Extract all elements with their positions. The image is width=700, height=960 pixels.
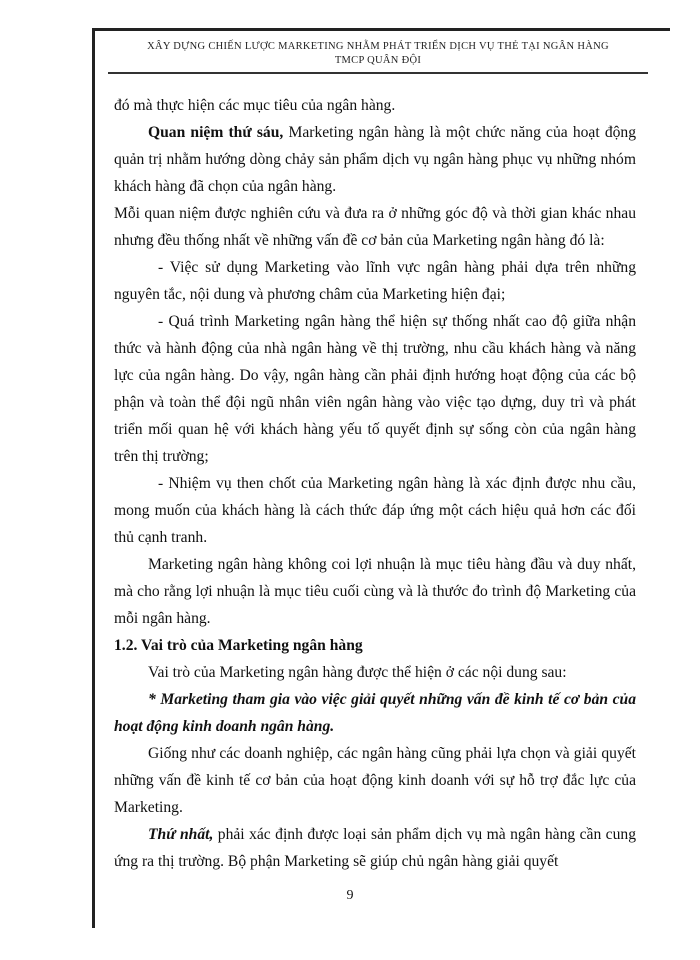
paragraph-role-intro: Vai trò của Marketing ngân hàng được thể hiện ở các nội dung sau: xyxy=(148,664,567,681)
running-header xyxy=(108,40,648,68)
page-number: 9 xyxy=(346,888,354,903)
text-sixth-concept: Marketing ngân hàng là một chức năng của hoạt động quản trị nhằm hướng dòng chảy sản phẩm dịch vụ ngân hàng phục vụ những nhóm khách hàng đã chọn của ngân hàng. xyxy=(114,124,637,195)
header-line-2: TMCP QUÂN ĐỘI xyxy=(334,55,422,66)
paragraph-first xyxy=(114,821,636,875)
header-line-1: XÂY DỰNG CHIẾN LƯỢC MARKETING NHẰM PHÁT TRIỂN DỊCH VỤ THẺ TẠI NGÂN HÀNG xyxy=(147,41,609,52)
section-heading: 1.2. Vai trò của Marketing ngân hàng xyxy=(114,637,363,654)
header-rule xyxy=(108,72,648,74)
bullet-modern-marketing: - Việc sử dụng Marketing vào lĩnh vực ngân hàng phải dựa trên những nguyên tắc, nội dung và phương châm của Marketing hiện đại; xyxy=(114,259,636,303)
text-first: phải xác định được loại sản phẩm dịch vụ mà ngân hàng cần cung ứng ra thị trường. Bộ phận Marketing sẽ giúp chủ ngân hàng giải quyết xyxy=(114,826,636,870)
document-body xyxy=(114,92,636,875)
paragraph-continuation: đó mà thực hiện các mục tiêu của ngân hàng. xyxy=(114,97,396,114)
paragraph-like-enterprises: Giống như các doanh nghiệp, các ngân hàng cũng phải lựa chọn và giải quyết những vấn đề kinh tế cơ bản của hoạt động kinh doanh với sự hỗ trợ đắc lực của Marketing. xyxy=(114,745,636,816)
paragraph-sixth-concept xyxy=(114,119,636,200)
bullet-marketing-process: - Quá trình Marketing ngân hàng thể hiện sự thống nhất cao độ giữa nhận thức và hành động của nhà ngân hàng về thị trường, nhu cầu khách hàng và năng lực của ngân hàng. Do vậy, ngân hàng cần phải định hướng hoạt động của các bộ phận và toàn thể đội ngũ nhân viên ngân hàng vào việc tạo dựng, duy trì và phát triển mối quan hệ với khách hàng yếu tố quyết định sự sống còn của ngân hàng trên thị trường; xyxy=(114,313,636,465)
paragraph-summary: Mỗi quan niệm được nghiên cứu và đưa ra ở những góc độ và thời gian khác nhau nhưng đều thống nhất về những vấn đề cơ bản của Marketing ngân hàng đó là: xyxy=(114,205,636,249)
paragraph-profit: Marketing ngân hàng không coi lợi nhuận là mục tiêu hàng đầu và duy nhất, mà cho rằng lợi nhuận là mục tiêu cuối cùng và là thước đo trình độ Marketing của mỗi ngân hàng. xyxy=(114,556,636,627)
lead-first: Thứ nhất, xyxy=(148,826,214,843)
lead-sixth-concept: Quan niệm thứ sáu, xyxy=(148,124,284,141)
paragraph-role-heading: * Marketing tham gia vào việc giải quyết những vấn đề kinh tế cơ bản của hoạt động kinh doanh ngân hàng. xyxy=(114,691,636,735)
bullet-key-task: - Nhiệm vụ then chốt của Marketing ngân hàng là xác định được nhu cầu, mong muốn của khách hàng là cách thức đáp ứng một cách hiệu quả hơn các đối thủ cạnh tranh. xyxy=(114,475,636,546)
